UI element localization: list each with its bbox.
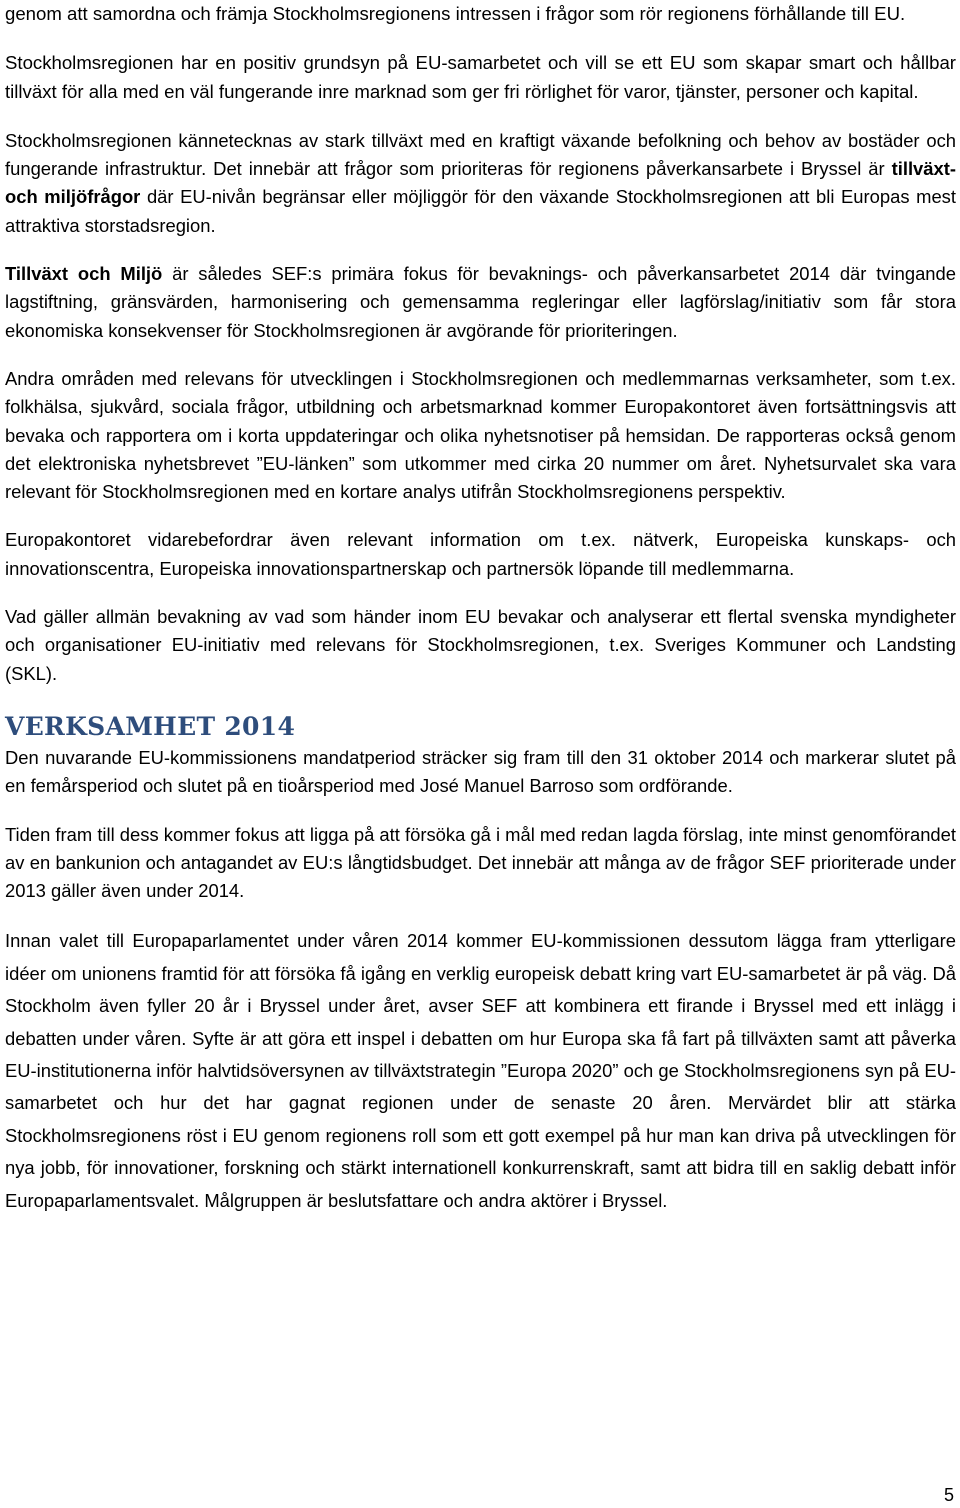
page-number: 5 [943, 1485, 954, 1505]
paragraph-focus-text: är således SEF:s primära fokus för bevaknings- och påverkansarbetet 2014 där tvingande lagstiftning, gränsvärden, harmonisering och gemensamma regleringar eller lagförslag/initiativ som får stora ekonomiska konsekvenser för Stockholmsregionen är avgörande för prioriteringen. [5, 263, 956, 341]
paragraph-positive-view: Stockholmsregionen har en positiv grundsyn på EU-samarbetet och vill se ett EU som skapar smart och hållbar tillväxt för alla med en väl fungerande inre marknad som ger fri rörlighet för varor, tjänster, personer och kapital. [5, 52, 956, 102]
paragraph-european-parliament-election: Innan valet till Europaparlamentet under våren 2014 kommer EU-kommissionen dessutom lägga fram ytterligare idéer om unionens framtid för att försöka få igång en verklig europeisk debatt kring vart EU-samarbetet är på väg. Då Stockholm även fyller 20 år i Bryssel under året, avser SEF att kombinera ett firande i Bryssel med ett inlägg i debatten under våren. Syfte är att göra ett inspel i debatten om hur Europa ska få fart på tillväxten samt att påverka EU-institutionerna inför halvtidsöversynen av tillväxtstrategin ”Europa 2020” och ge Stockholmsregionens syn på EU-samarbetet och hur det har gagnat regionen under de senaste 20 åren. Mervärdet blir att stärka Stockholmsregionens röst i EU genom regionens roll som ett gott exempel på hur man kan driva på utvecklingen för nya jobb, för innovationer, forskning och stärkt internationell konkurrenskraft, samt att bidra till en saklig debatt inför Europaparlamentsvalet. Målgruppen är beslutsfattare och andra aktörer i Bryssel. [5, 930, 956, 1211]
paragraph-focus-bold: Tillväxt och Miljö [5, 263, 163, 285]
paragraph-growth-bold: tillväxt- och miljöfrågor [5, 158, 956, 208]
section-heading: VERKSAMHET 2014 [5, 711, 296, 741]
paragraph-other-areas: Andra områden med relevans för utvecklingen i Stockholmsregionen och medlemmarnas verksamheter, som t.ex. folkhälsa, sjukvård, sociala frågor, utbildning och arbetsmarknad kommer Europakontoret även fortsättningsvis att bevaka och rapportera om i korta uppdateringar och olika nyhetsnotiser på hemsidan. De rapporteras också genom det elektroniska nyhetsbrevet ”EU-länken” som utkommer med cirka 20 nummer om året. Nyhetsurvalet ska vara relevant för Stockholmsregionen med en kortare analys utifrån Stockholmsregionens perspektiv. [5, 367, 956, 503]
paragraph-general-monitoring: Vad gäller allmän bevakning av vad som händer inom EU bevakar och analyserar ett flertal svenska myndigheter och organisationer EU-initiativ med relevans för Stockholmsregionen, t.ex. Sveriges Kommuner och Landsting (SKL). [5, 606, 956, 684]
paragraph-mandate-period: Den nuvarande EU-kommissionens mandatperiod sträcker sig fram till den 31 oktober 2014 och markerar slutet på en femårsperiod och slutet på en tioårsperiod med José Manuel Barroso som ordförande. [5, 746, 956, 797]
paragraph-growth-priorities [5, 127, 956, 240]
paragraph-time-until-then: Tiden fram till dess kommer fokus att ligga på att försöka gå i mål med redan lagda förslag, inte minst genomförandet av en bankunion och antagandet av EU:s långtidsbudget. Det innebär att många av de frågor SEF prioriterade under 2013 gäller även under 2014. [5, 823, 956, 902]
paragraph-growth-text-a: Stockholmsregionen kännetecknas av stark tillväxt med en kraftigt växande befolkning och behov av bostäder och fungerande infrastruktur. Det innebär att frågor som prioriteras för regionens påverkansarbete i Bryssel är [5, 129, 956, 180]
paragraph-growth-text-c: där EU-nivån begränsar eller möjliggör för den växande Stockholmsregionen att bli Europas mest attraktiva storstadsregion. [5, 186, 956, 236]
paragraph-focus-areas [5, 260, 956, 345]
document-page [5, 0, 956, 1217]
paragraph-information-forwarding: Europakontoret vidarebefordrar även relevant information om t.ex. nätverk, Europeiska kunskaps- och innovationscentra, Europeiska innovationspartnerskap och partnersök löpande till medlemmarna. [5, 529, 956, 579]
paragraph-intro-continued: genom att samordna och främja Stockholmsregionens intressen i frågor som rör regionens förhållande till EU. [5, 3, 906, 24]
